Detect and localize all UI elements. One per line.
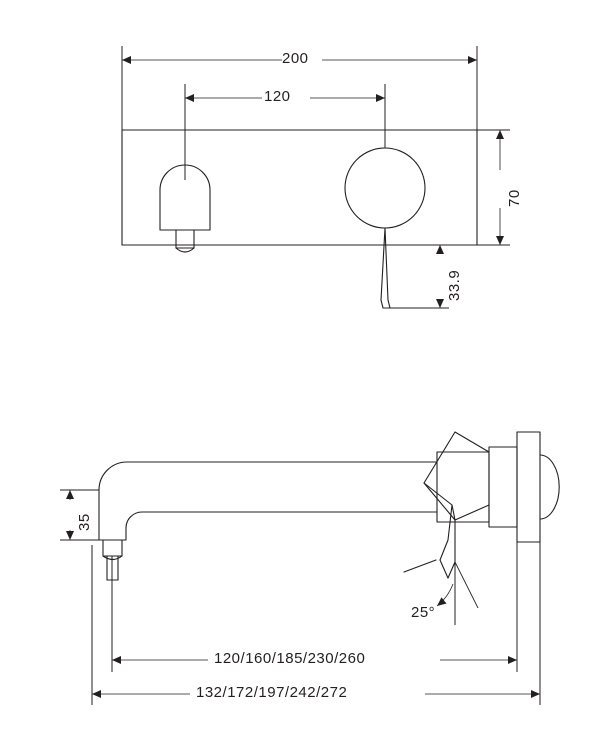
dim-handle-offset: 33.9 — [446, 269, 463, 301]
dim-plate-width: 200 — [282, 50, 309, 67]
dim-projection-short: 120/160/185/230/260 — [214, 650, 366, 667]
front-plate-outline — [122, 130, 477, 245]
side-body-outline — [404, 432, 559, 578]
front-handle-outline — [345, 148, 425, 308]
side-spout-outline — [99, 462, 437, 580]
dim-spout-drop: 35 — [76, 513, 93, 531]
dim-projection-long: 132/172/197/242/272 — [196, 684, 348, 701]
dim-plate-height: 70 — [506, 189, 523, 207]
dim-spacing-centres: 120 — [264, 88, 291, 105]
dim-angle: 25° — [411, 604, 436, 621]
